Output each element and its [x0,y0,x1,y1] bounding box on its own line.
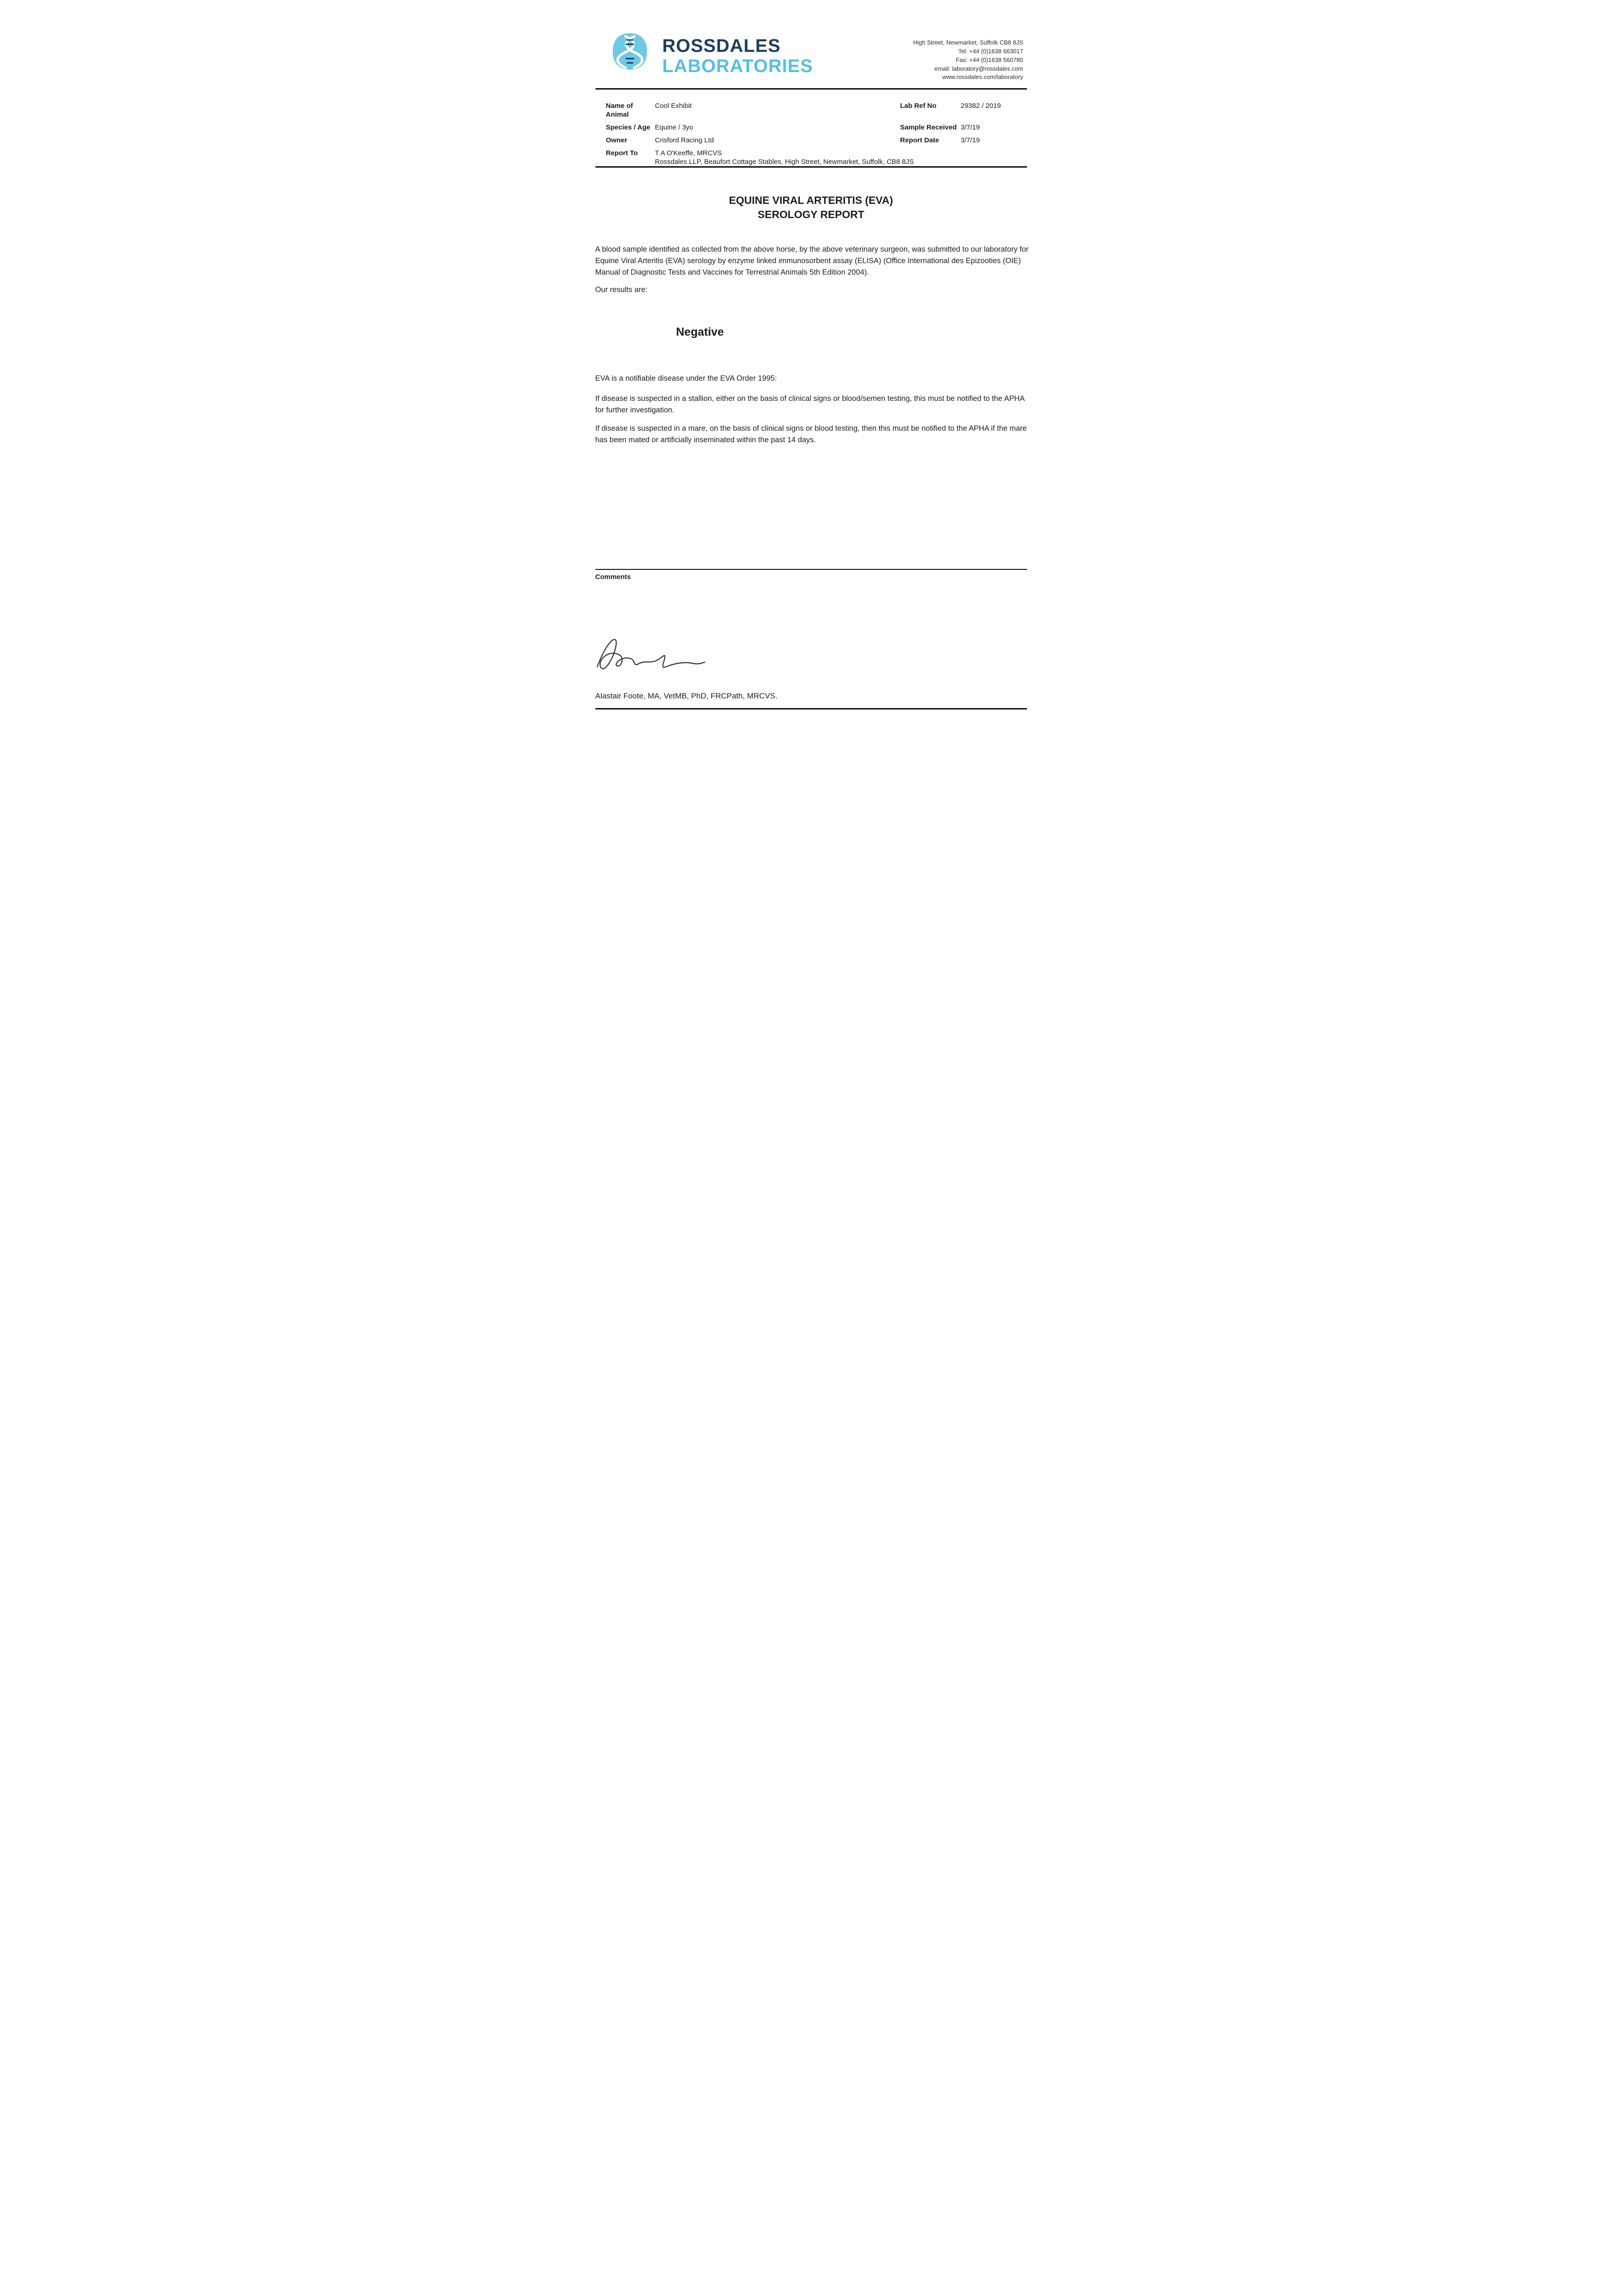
handwritten-signature-icon [594,630,708,678]
report-to-name: T A O'Keeffe, MRCVS [655,149,722,157]
table-row [595,101,1027,119]
report-title-line2: SEROLOGY REPORT [758,208,864,220]
report-date-label: Report Date [900,136,939,144]
contact-block [913,39,1023,82]
table-row [595,136,1027,145]
results-intro: Our results are: [595,286,648,294]
animal-name-label: Name of Animal [606,102,633,118]
signature-image [594,630,708,678]
header-divider [595,88,1027,90]
signatory-name: Alastair Foote, MA, VetMB, PhD, FRCPath, MRCVS. [595,692,778,700]
owner-label: Owner [606,136,628,144]
table-row [595,149,1027,166]
lab-ref-value: 29382 / 2019 [960,102,1001,110]
report-to-value [655,149,1027,166]
species-age-value: Equine / 3yo [655,124,693,131]
email-line: email: laboratory@rossdales.com [934,65,1023,72]
dna-helix-icon [612,32,648,71]
brand-name-laboratories: LABORATORIES [662,56,813,76]
mare-note: If disease is suspected in a mare, on the basis of clinical signs or blood testing, then this must be notified to the APHA if the mare has been mated or artificially inseminated within the past 14 days. [595,424,1027,444]
rossdales-logo [612,32,648,71]
address-line: High Street, Newmarket, Suffolk CB8 8JS [913,39,1023,46]
comments-divider [595,569,1027,570]
stallion-note: If disease is suspected in a stallion, either on the basis of clinical signs or blood/semen testing, this must be notified to the APHA for further investigation. [595,394,1025,414]
comments-label: Comments [595,573,631,581]
species-age-label: Species / Age [606,124,651,131]
page-bottom-divider [595,708,1027,709]
intro-paragraph: A blood sample identified as collected from the above horse, by the above veterinary surgeon, was submitted to our laboratory for Equine Viral Arteritis (EVA) serology by enzyme linked immunosorbent assay (ELISA) (Office International des Epizooties (OIE) Manual of Diagnostic Tests and Vaccines for Terrestrial Animals 5th Edition 2004). [595,245,1029,276]
owner-value: Crisford Racing Ltd [655,136,714,144]
info-divider [595,166,1027,168]
report-to-label: Report To [606,149,638,157]
sample-received-value: 3/7/19 [960,124,980,131]
result-negative: Negative [676,326,724,338]
sample-received-label: Sample Received [900,124,957,131]
report-to-address: Rossdales LLP, Beaufort Cottage Stables, High Street, Newmarket, Suffolk, CB8 8JS [655,158,914,166]
sample-info-table [595,101,1027,170]
serology-report-page [559,0,1064,715]
tel-line: Tel: +44 (0)1638 663017 [958,47,1023,55]
table-row [595,123,1027,132]
notifiable-statement: EVA is a notifiable disease under the EVA Order 1995: [595,374,777,383]
report-title [559,193,1064,222]
report-title-line1: EQUINE VIRAL ARTERITIS (EVA) [729,194,893,206]
fax-line: Fax: +44 (0)1638 560780 [956,56,1023,63]
lab-ref-label: Lab Ref No [900,102,937,110]
brand-wordmark [662,37,813,75]
brand-name-rossdales: ROSSDALES [662,36,781,56]
website-line: www.rossdales.com/laboratory [942,73,1023,81]
animal-name-value: Cool Exhibit [655,102,692,110]
report-date-value: 3/7/19 [960,136,980,144]
